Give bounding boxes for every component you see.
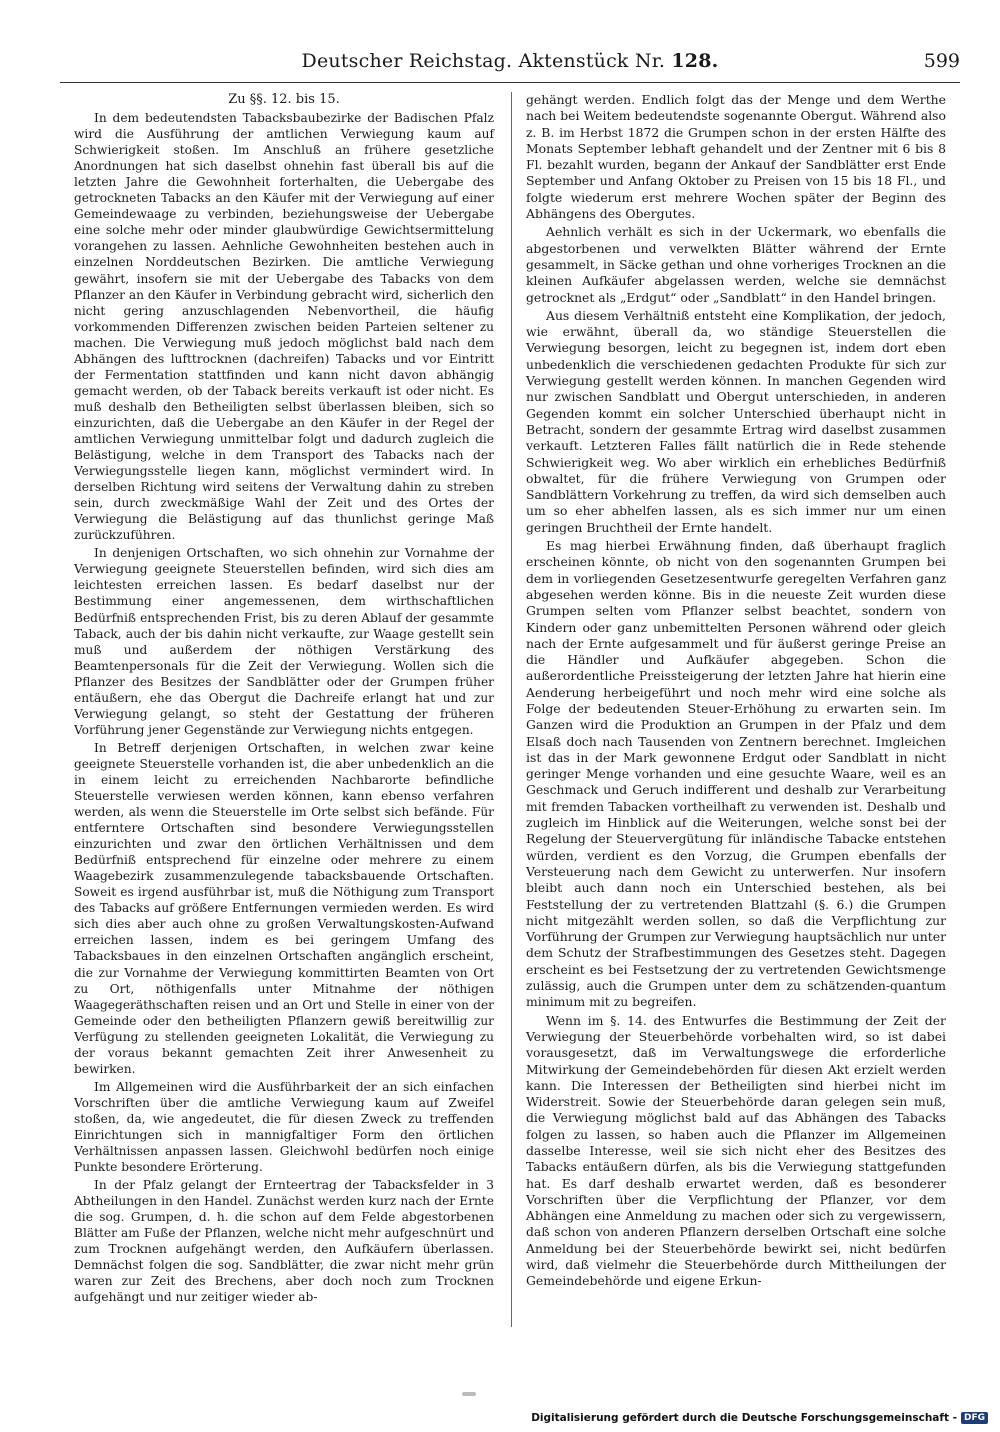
paragraph: Wenn im §. 14. des Entwurfes die Bestimmung der Zeit der Verwiegung der Steuerbehörde vorbehalten wird, so ist dabei vorausgesetzt, daß im Verwaltungswege die erforderliche Mitwirkung der Gemeindebehörden für diesen Akt erzielt werden kann. Die Interessen der Betheiligten sind hierbei nicht im Widerstreit. Sowie der Steuerbehörde daran gelegen sein muß, die Verwiegung möglichst bald auf das Abhängen des Tabacks folgen zu lassen, so haben auch die Pflanzer im Allgemeinen dasselbe Interesse, weil sie sich nicht eher des Besitzes des Tabacks entäußern dürfen, als bis die Verwiegung stattgefunden hat. Es darf deshalb erwartet werden, daß es besonderer Vorschriften über die Verpflichtung der Pflanzer, vor dem Abhängen eine Anmeldung zu machen oder sich zu vergewissern, daß schon von anderen Pflanzern derselben Ortschaft eine solche Anmeldung bei der Steuerbehörde bewirkt sei, nicht bedürfen wird, daß vielmehr die Steuerbehörde durch Mittheilungen der Gemeindebehörde und eigene Erkun- <box>526 1012 946 1289</box>
paragraph: In denjenigen Ortschaften, wo sich ohnehin zur Vornahme der Verwiegung geeignete Steuerstellen befinden, wird sich dies am leichtesten erreichen lassen. Es bedarf daselbst nur der Bestimmung einer angemessenen, dem wirthschaftlichen Bedürfniß entsprechenden Frist, bis zu deren Ablauf der gesammte Taback, auch der bis dahin nicht verkaufte, zur Waage gestellt sein muß und außerdem der nöthigen Verstärkung des Beamtenpersonals für die Zeit der Verwiegung. Wollen sich die Pflanzer des Besitzes der Sandblätter oder der Grumpen früher entäußern, ehe das Obergut die Dachreife erlangt hat und zur Verwiegung gelangt, so steht der Gestattung der früheren Vorführung jener Gegenstände zur Verwiegung nichts entgegen. <box>74 546 494 737</box>
paragraph: Aus diesem Verhältniß entsteht eine Komplikation, der jedoch, wie erwähnt, überall da, wo ständige Steuerstellen die Verwiegung besorgen, leicht zu begegnen ist, indem dort eben unbedenklich die verschiedenen gedachten Produkte für sich zur Verwiegung gestellt werden können. In manchen Gegenden wird nur zwischen Sandblatt und Obergut unterschieden, in anderen Gegenden kommt ein solcher Unterschied überhaupt nicht in Betracht, sondern der gesammte Ertrag wird daselbst zusammen verkauft. Letzteren Falles fällt natürlich die in Rede stehende Schwierigkeit weg. Wo aber wirklich ein erhebliches Bedürfniß obwaltet, für die frühere Verwiegung von Grumpen oder Sandblättern Vorkehrung zu treffen, da wird sich demselben auch um so eher abhelfen lassen, als es sich immer nur um einen geringen Bruchtheil der Ernte handelt. <box>526 307 946 535</box>
column-divider <box>511 92 512 1327</box>
document-number: 128. <box>671 50 719 72</box>
paragraph: In Betreff derjenigen Ortschaften, in welchen zwar keine geeignete Steuerstelle vorhanden ist, die aber unbedenklich an die in einem leicht zu erreichenden Nachbarorte befindliche Steuerstelle verwiesen werden können, kann ebenso verfahren werden, als wenn die Steuerstelle im Orte selbst sich befände. Für entferntere Ortschaften sind besondere Verwiegungsstellen einzurichten und zwar den örtlichen Verhältnissen und dem Bedürfniß entsprechend für einzelne oder mehrere zu einem Waagebezirk zusammenzulegende tabacksbauende Ortschaften. Soweit es irgend ausführbar ist, muß die Nöthigung zum Transport des Tabacks auf größere Entfernungen vermieden werden. Es wird sich dies aber auch ohne zu großen Verwaltungskosten-Aufwand erreichen lassen, indem es bei geringem Umfang des Tabacksbaues in den einzelnen Ortschaften angänglich erscheint, die zur Vornahme der Verwiegung kommittirten Beamten von Ort zu Ort, nöthigenfalls unter Mitnahme der nöthigen Waagegeräthschaften reisen und an Ort und Stelle in einer von der Gemeinde oder den betheiligten Pflanzern gewiß bereitwillig zur Verfügung zu stellenden geeigneten Lokalität, die Verwiegung zu der voraus bekannt gemachten Zeit ihrer Anwesenheit zu bewirken. <box>74 740 494 1076</box>
left-column <box>74 92 494 1306</box>
paragraph: In der Pfalz gelangt der Ernteertrag der Tabacksfelder in 3 Abtheilungen in den Handel. Zunächst werden kurz nach der Ernte die sog. Grumpen, d. h. die schon auf dem Felde abgestorbenen Blätter am Fuße der Pflanzen, welche nicht mehr aufgeschnürt und zum Trocknen aufgehängt werden, den Aufkäufern überlassen. Demnächst folgen die sog. Sandblätter, die zwar nicht mehr grün waren zur Zeit des Brechens, aber doch noch zum Trocknen aufgehängt und nur zeitiger wieder ab- <box>74 1178 494 1305</box>
paragraph: Im Allgemeinen wird die Ausführbarkeit der an sich einfachen Vorschriften über die amtliche Verwiegung kaum auf Zweifel stoßen, da, wie angedeutet, die für diesen Zweck zu treffenden Einrichtungen sich in mannigfaltiger Form den örtlichen Verhältnissen anpassen lassen. Gleichwohl bedürfen noch einige Punkte besondere Erörterung. <box>74 1079 494 1175</box>
page-number: 599 <box>923 50 960 72</box>
paragraph: Es mag hierbei Erwähnung finden, daß überhaupt fraglich erscheinen könnte, ob nicht von den sogenannten Grumpen bei dem in vorliegenden Gesetzesentwurfe geregelten Verfahren ganz abgesehen werden könne. Bis in die neueste Zeit wurden diese Grumpen selten vom Pflanzer selbst beachtet, sondern von Kindern oder ganz unbemittelten Personen während oder gleich nach der Ernte aufgesammelt und für äußerst geringe Preise an die Händler und Aufkäufer abgegeben. Schon die außerordentliche Preissteigerung der letzten Jahre hat hierin eine Aenderung herbeigeführt und noch mehr wird eine solche als Folge der bedeutenden Steuer-Erhöhung zu erwarten sein. Im Ganzen wird die Produktion an Grumpen in der Pfalz und dem Elsaß doch nach Tausenden von Zentnern berechnet. Imgleichen ist das in der Mark gewonnene Erdgut oder Sandblatt in nicht geringer Menge vorhanden und eine gesuchte Waare, weil es an Geschmack und Geruch indifferent und deshalb zur Verarbeitung mit fremden Tabacken vortheilhaft zu verwenden ist. Deshalb und zugleich im Hinblick auf die Weiterungen, welche sonst bei der Regelung der Steuervergütung für inländische Tabacke entstehen würden, verdient es den Vorzug, die Grumpen ebenfalls der Versteuerung nach dem Gewicht zu unterwerfen. Nur insofern bleibt auch dann noch ein Unterschied bestehen, als bei Feststellung der zu vertretenden Blattzahl (§. 6.) die Grumpen nicht mitgezählt werden sollen, so daß die Verpflichtung zur Vorführung der Grumpen zur Verwiegung hauptsächlich nur unter dem Schutz der Strafbestimmungen des Gesetzes steht. Dagegen erscheint es bei Festsetzung der zu vertretenden Gewichtsmenge zulässig, auch die Grumpen unter dem zu schätzenden-quantum minimum mit zu begreifen. <box>526 538 946 1010</box>
paragraph: In dem bedeutendsten Tabacksbaubezirke der Badischen Pfalz wird die Ausführung der amtlichen Verwiegung kaum auf Schwierigkeit stoßen. Im Anschluß an frühere gesetzliche Anordnungen hat sich daselbst ohnehin fast überall bis auf die letzten Jahre die Gewohnheit forterhalten, die Uebergabe des getrockneten Tabacks an den Käufer mit der Verwiegung auf einer Gemeindewaage zu verbinden, beziehungsweise der Uebergabe eine solche mehr oder minder glaubwürdige Gewichtsermittelung vorangehen zu lassen. Aehnliche Gewohnheiten bestehen auch in einzelnen Norddeutschen Bezirken. Die amtliche Verwiegung gewährt, insofern sie mit der Uebergabe des Tabacks von dem Pflanzer an den Käufer in Verbindung gebracht wird, sicherlich den nicht gering anzuschlagenden Nebenvortheil, die häufig vorkommenden Differenzen zwischen beiden Parteien seltener zu machen. Die Verwiegung muß jedoch möglichst bald nach dem Abhängen des lufttrocknen (dachreifen) Tabacks und vor Eintritt der Fermentation stattfinden und kann nicht davon abhängig gemacht werden, ob der Taback bereits verkauft ist oder nicht. Es muß deshalb den Betheiligten selbst überlassen bleiben, sich so einzurichten, daß die Uebergabe an den Käufer in der Regel der amtlichen Verwiegung unmittelbar folgt und dadurch zugleich die Belästigung, welche in dem Transport des Tabacks nach der Verwiegungsstelle liegen kann, möglichst vermindert wird. In derselben Richtung wird seitens der Verwaltung dahin zu streben sein, durch zweckmäßige Wahl der Zeit und des Ortes der Verwiegung die Belästigung auf das thunlichst geringe Maß zurückzuführen. <box>74 111 494 543</box>
right-column <box>526 92 946 1290</box>
running-title <box>60 50 960 72</box>
section-heading: Zu §§. 12. bis 15. <box>228 92 340 107</box>
running-title-text: Deutscher Reichstag. Aktenstück Nr. <box>301 50 672 72</box>
footer-text: Digitalisierung gefördert durch die Deutsche Forschungsgemeinschaft - <box>531 1412 957 1424</box>
paragraph: gehängt werden. Endlich folgt das der Menge und dem Werthe nach bei Weitem bedeutendste sogenannte Obergut. Während also z. B. im Herbst 1872 die Grumpen schon in der ersten Hälfte des Monats September lebhaft gehandelt und der Zentner mit 6 bis 8 Fl. bezahlt wurden, begann der Ankauf der Sandblätter erst Ende September und Anfang Oktober zu Preisen von 15 bis 18 Fl., und folgte wiederum erst mehrere Wochen später der Beginn des Abhängens des Obergutes. <box>526 92 946 222</box>
scan-artifact <box>462 1392 476 1396</box>
digitization-footer <box>531 1412 988 1424</box>
dfg-logo: DFG <box>961 1412 988 1424</box>
paragraph: Aehnlich verhält es sich in der Uckermark, wo ebenfalls die abgestorbenen und verwelkten Blätter während der Ernte gesammelt, in Säcke gethan und ohne vorheriges Trocknen an die kleinen Aufkäufer abgelassen werden, welche sie demnächst getrocknet als „Erdgut“ oder „Sandblatt“ in den Handel bringen. <box>526 224 946 305</box>
page-header <box>60 48 960 83</box>
